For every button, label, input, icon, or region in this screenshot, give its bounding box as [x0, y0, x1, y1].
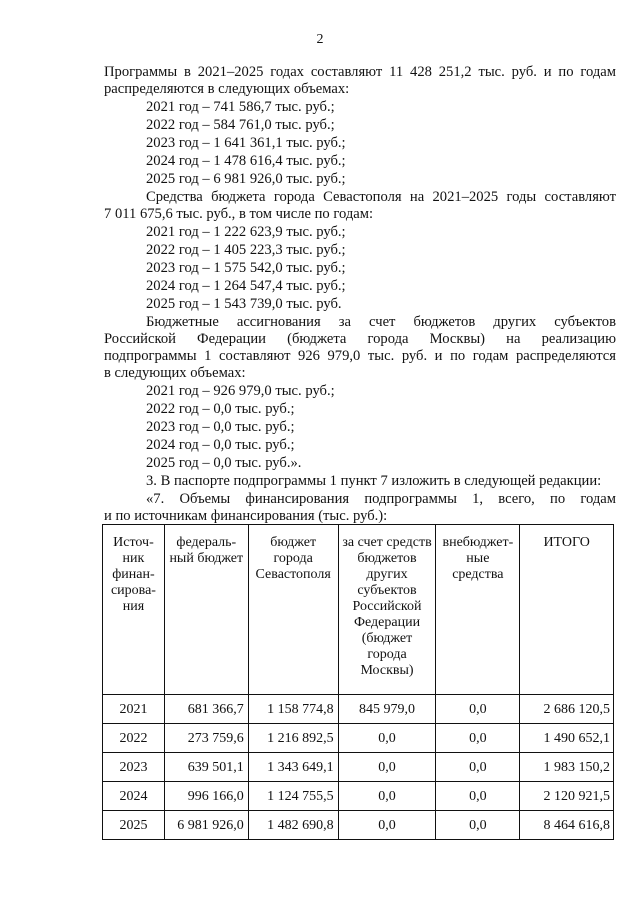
list-item: 2024 год – 1 264 547,4 тыс. руб.;: [146, 278, 346, 294]
cell-federal: 681 366,7: [164, 695, 248, 724]
list-item: 2021 год – 1 222 623,9 тыс. руб.;: [146, 224, 346, 240]
list-item: 2025 год – 1 543 739,0 тыс. руб.: [146, 296, 342, 312]
list-item: 2022 год – 1 405 223,3 тыс. руб.;: [146, 242, 346, 258]
paragraph-line: Бюджетные ассигнования за счет бюджетов других субъектов: [146, 314, 616, 330]
header-cell-total: [520, 525, 614, 695]
paragraph-line: Программы в 2021–2025 годах составляют 11 428 251,2 тыс. руб. и по годам: [104, 64, 616, 80]
cell-total: 1 983 150,2: [520, 753, 614, 782]
paragraph-line: «7. Объемы финансирования подпрограммы 1, всего, по годам: [146, 491, 616, 507]
header-text: федераль- ный бюджет: [169, 535, 244, 566]
cell-other-subjects: 845 979,0: [338, 695, 436, 724]
table-row: [103, 695, 614, 724]
header-text: Источ- ник финан- сирова- ния: [110, 535, 156, 614]
table-row: [103, 724, 614, 753]
list-item: 2024 год – 1 478 616,4 тыс. руб.;: [146, 153, 346, 169]
cell-city: 1 216 892,5: [248, 724, 338, 753]
header-cell-extrabudget: [436, 525, 520, 695]
header-text: бюджет города Севастополя: [255, 535, 331, 582]
list-item: 2023 год – 1 575 542,0 тыс. руб.;: [146, 260, 346, 276]
cell-total: 1 490 652,1: [520, 724, 614, 753]
cell-federal: 273 759,6: [164, 724, 248, 753]
header-text: внебюджет- ные средства: [442, 535, 514, 582]
paragraph-line: в следующих объемах:: [104, 365, 246, 381]
cell-year: 2023: [103, 753, 165, 782]
header-cell-other-subjects: [338, 525, 436, 695]
list-item: 2021 год – 741 586,7 тыс. руб.;: [146, 99, 335, 115]
header-text: ИТОГО: [543, 535, 590, 550]
header-cell-federal: [164, 525, 248, 695]
list-item: 2025 год – 0,0 тыс. руб.».: [146, 455, 302, 471]
paragraph-line: Средства бюджета города Севастополя на 2021–2025 годы составляют: [146, 189, 616, 205]
page-number: 2: [316, 32, 324, 47]
cell-total: 2 686 120,5: [520, 695, 614, 724]
header-text: за счет средств бюджетов других субъектов Российской Федерации (бюджет города Москвы): [342, 535, 432, 678]
cell-total: 2 120 921,5: [520, 782, 614, 811]
cell-year: 2021: [103, 695, 165, 724]
table-row: [103, 811, 614, 840]
table-row: [103, 753, 614, 782]
cell-year: 2024: [103, 782, 165, 811]
paragraph-line: 7 011 675,6 тыс. руб., в том числе по годам:: [104, 206, 374, 222]
cell-extrabudget: 0,0: [436, 753, 520, 782]
cell-extrabudget: 0,0: [436, 811, 520, 840]
cell-federal: 6 981 926,0: [164, 811, 248, 840]
cell-city: 1 158 774,8: [248, 695, 338, 724]
paragraph-line: и по источникам финансирования (тыс. руб.):: [104, 508, 388, 524]
list-item: 2024 год – 0,0 тыс. руб.;: [146, 437, 295, 453]
list-item: 2022 год – 0,0 тыс. руб.;: [146, 401, 295, 417]
cell-other-subjects: 0,0: [338, 724, 436, 753]
cell-other-subjects: 0,0: [338, 753, 436, 782]
cell-city: 1 124 755,5: [248, 782, 338, 811]
cell-city: 1 343 649,1: [248, 753, 338, 782]
table-header-row: [103, 525, 614, 695]
cell-other-subjects: 0,0: [338, 811, 436, 840]
table-row: [103, 782, 614, 811]
cell-total: 8 464 616,8: [520, 811, 614, 840]
cell-extrabudget: 0,0: [436, 724, 520, 753]
list-item: 2022 год – 584 761,0 тыс. руб.;: [146, 117, 335, 133]
cell-federal: 639 501,1: [164, 753, 248, 782]
header-cell-source: [103, 525, 165, 695]
list-item: 2023 год – 1 641 361,1 тыс. руб.;: [146, 135, 346, 151]
list-item: 2023 год – 0,0 тыс. руб.;: [146, 419, 295, 435]
cell-extrabudget: 0,0: [436, 695, 520, 724]
cell-other-subjects: 0,0: [338, 782, 436, 811]
cell-federal: 996 166,0: [164, 782, 248, 811]
cell-year: 2025: [103, 811, 165, 840]
paragraph-line: Российской Федерации (бюджета города Москвы) на реализацию: [104, 331, 616, 347]
header-cell-city: [248, 525, 338, 695]
financing-table: [102, 524, 614, 840]
cell-year: 2022: [103, 724, 165, 753]
paragraph-line: подпрограммы 1 составляют 926 979,0 тыс. руб. и по годам распределяются: [104, 348, 616, 364]
list-item: 2025 год – 6 981 926,0 тыс. руб.;: [146, 171, 346, 187]
cell-city: 1 482 690,8: [248, 811, 338, 840]
cell-extrabudget: 0,0: [436, 782, 520, 811]
paragraph-line: 3. В паспорте подпрограммы 1 пункт 7 изложить в следующей редакции:: [146, 473, 602, 489]
list-item: 2021 год – 926 979,0 тыс. руб.;: [146, 383, 335, 399]
paragraph-line: распределяются в следующих объемах:: [104, 81, 350, 97]
